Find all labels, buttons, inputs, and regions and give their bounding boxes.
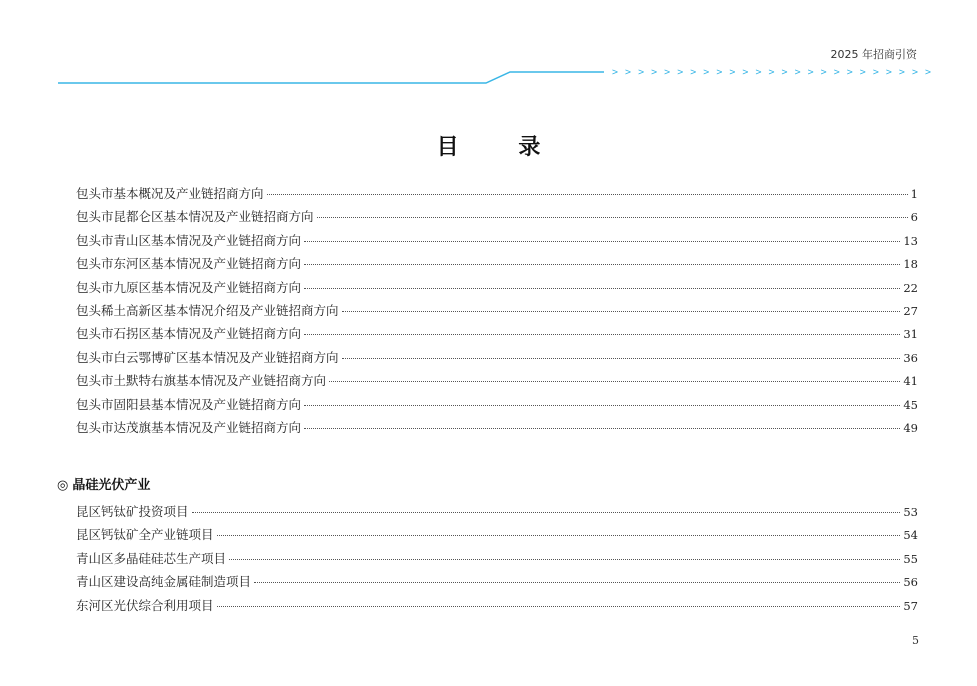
toc-entry[interactable]	[76, 278, 918, 301]
toc-entry-page: 27	[903, 303, 918, 318]
toc-entry[interactable]	[76, 418, 918, 441]
toc-leader-dots	[217, 535, 901, 536]
toc-entry[interactable]	[76, 231, 918, 254]
toc-leader-dots	[192, 512, 901, 513]
toc-entry-label: 青山区多晶硅硅芯生产项目	[76, 550, 227, 566]
toc-leader-dots	[304, 334, 900, 335]
section-heading	[57, 474, 150, 493]
toc-main	[76, 184, 918, 441]
toc-leader-dots	[342, 358, 901, 359]
toc-leader-dots	[304, 428, 900, 429]
toc-entry-page: 22	[903, 280, 918, 295]
toc-entry-page: 57	[903, 598, 918, 613]
toc-leader-dots	[267, 194, 908, 195]
toc-entry[interactable]	[76, 324, 918, 347]
toc-entry[interactable]	[76, 348, 918, 371]
toc-section	[76, 502, 918, 619]
toc-entry-page: 55	[903, 551, 918, 566]
toc-entry[interactable]	[76, 395, 918, 418]
toc-entry-label: 包头稀土高新区基本情况介绍及产业链招商方向	[76, 302, 339, 318]
toc-entry-page: 41	[903, 374, 918, 389]
toc-leader-dots	[329, 381, 900, 382]
toc-entry-page: 31	[903, 327, 918, 342]
toc-entry-label: 包头市九原区基本情况及产业链招商方向	[76, 279, 302, 295]
double-circle-icon: ◎	[57, 478, 69, 493]
toc-entry-label: 青山区建设高纯金属硅制造项目	[76, 574, 252, 590]
toc-leader-dots	[317, 217, 908, 218]
toc-entry-label: 昆区钙钛矿全产业链项目	[76, 527, 214, 543]
toc-entry-page: 53	[903, 505, 918, 519]
toc-leader-dots	[254, 582, 900, 583]
toc-entry-page: 13	[903, 233, 918, 248]
toc-entry-label: 昆区钙钛矿投资项目	[76, 504, 189, 519]
page-number: 5	[912, 634, 919, 647]
toc-leader-dots	[229, 559, 900, 560]
header-accent-line	[58, 72, 604, 83]
toc-entry[interactable]	[76, 549, 918, 572]
section-title: 晶硅光伏产业	[72, 478, 151, 493]
toc-entry[interactable]	[76, 301, 918, 324]
toc-entry[interactable]	[76, 254, 918, 277]
toc-entry-label: 东河区光伏综合利用项目	[76, 597, 214, 613]
toc-entry-page: 1	[910, 187, 918, 201]
toc-entry-label: 包头市达茂旗基本情况及产业链招商方向	[76, 419, 302, 435]
toc-entry-page: 49	[903, 420, 918, 435]
toc-entry-label: 包头市石拐区基本情况及产业链招商方向	[76, 326, 302, 342]
toc-entry-page: 18	[903, 257, 918, 272]
toc-entry[interactable]	[76, 596, 918, 619]
toc-entry-page: 54	[903, 528, 918, 543]
toc-entry[interactable]	[76, 502, 918, 525]
toc-leader-dots	[304, 288, 900, 289]
toc-leader-dots	[342, 311, 901, 312]
toc-entry-label: 包头市昆都仑区基本情况及产业链招商方向	[76, 209, 314, 225]
toc-entry-label: 包头市东河区基本情况及产业链招商方向	[76, 256, 302, 272]
toc-entry[interactable]	[76, 371, 918, 394]
page-title: 目 录	[436, 134, 567, 160]
toc-entry[interactable]	[76, 184, 918, 207]
toc-entry[interactable]	[76, 572, 918, 595]
toc-entry-page: 6	[910, 210, 918, 225]
toc-entry[interactable]	[76, 207, 918, 230]
toc-entry[interactable]	[76, 525, 918, 548]
toc-leader-dots	[304, 264, 900, 265]
toc-leader-dots	[217, 606, 901, 607]
toc-entry-page: 56	[903, 575, 918, 590]
toc-entry-label: 包头市基本概况及产业链招商方向	[76, 186, 264, 201]
header-label: 2025 年招商引资	[830, 48, 917, 61]
toc-leader-dots	[304, 241, 900, 242]
toc-entry-label: 包头市固阳县基本情况及产业链招商方向	[76, 396, 302, 412]
header-arrows: > > > > > > > > > > > > > > > > > > > > > > > > >	[612, 67, 932, 78]
toc-entry-label: 包头市青山区基本情况及产业链招商方向	[76, 232, 302, 248]
toc-leader-dots	[304, 405, 900, 406]
toc-entry-label: 包头市白云鄂博矿区基本情况及产业链招商方向	[76, 349, 339, 365]
toc-entry-page: 45	[903, 397, 918, 412]
toc-entry-label: 包头市土默特右旗基本情况及产业链招商方向	[76, 373, 327, 389]
toc-entry-page: 36	[903, 350, 918, 365]
